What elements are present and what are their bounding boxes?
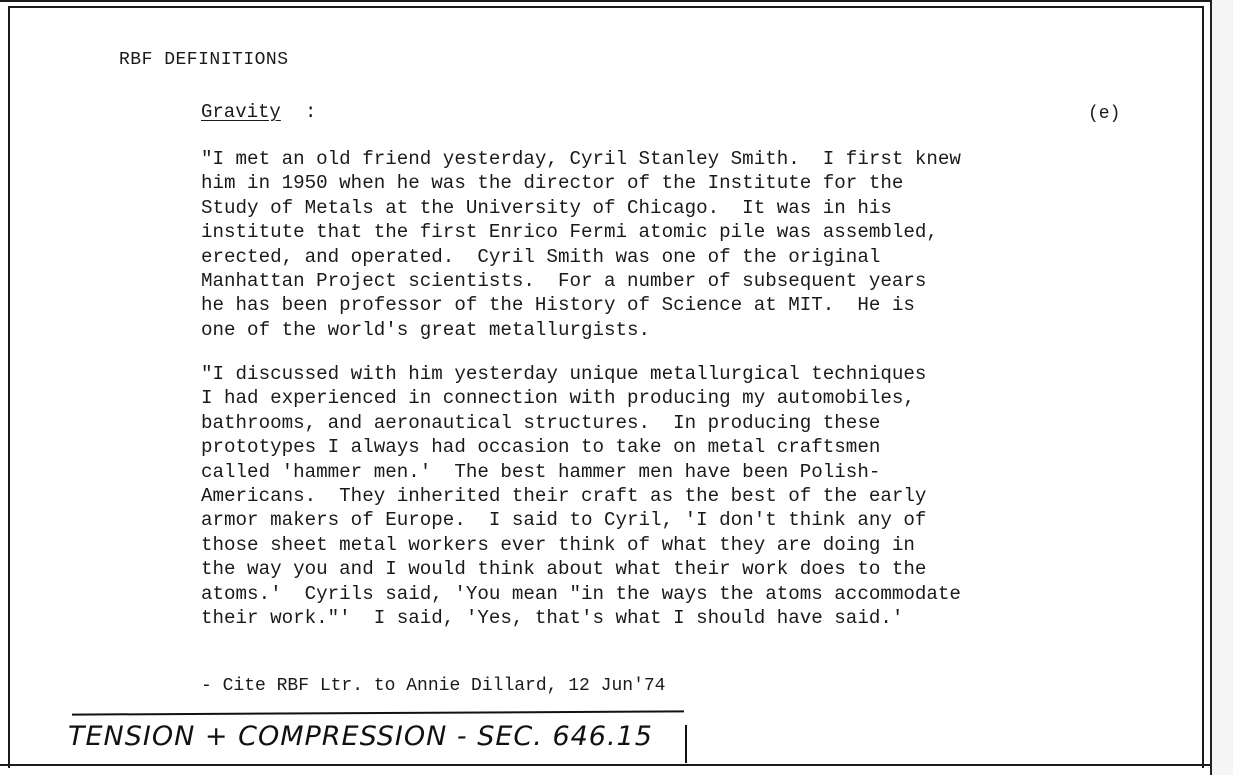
card-top-border [0, 0, 1210, 2]
entry-marker: (e) [1088, 104, 1121, 124]
handwritten-bracket [685, 725, 687, 763]
handwritten-note: TENSION + COMPRESSION - SEC. 646.15 [68, 721, 653, 752]
quote-paragraph-2: "I discussed with him yesterday unique metallurgical techniques I had experienced in connection with producing my automobiles, bathrooms, and aeronautical structures. In producing these prototypes I always had occasion to take on metal craftsmen called 'hammer men.' The best hammer men have been Polish- Americans. They inherited their craft as the best of the early armor makers of Europe. I said to Cyril, 'I don't think any of those sheet metal workers ever think of what they are doing in the way you and I would think about what their work does to the atoms.' Cyrils said, 'You mean "in the ways the atoms accommodate their work."' I said, 'Yes, that's what I should have said.' [201, 363, 961, 630]
card-bottom-border [0, 764, 1210, 766]
citation: - Cite RBF Ltr. to Annie Dillard, 12 Jun'74 [201, 676, 666, 696]
entry-term: Gravity [201, 101, 281, 123]
quote-paragraph-1: "I met an old friend yesterday, Cyril Stanley Smith. I first knew him in 1950 when he was the director of the Institute for the Study of Metals at the University of Chicago. It was in his institute that the first Enrico Fermi atomic pile was assembled, erected, and operated. Cyril Smith was one of the original Manhattan Project scientists. For a number of subsequent years he has been professor of the History of Science at MIT. He is one of the world's great metallurgists. [201, 148, 961, 341]
page-right-margin [1210, 0, 1233, 775]
document-heading: RBF DEFINITIONS [119, 50, 289, 70]
entry-term-colon: : [305, 101, 317, 123]
